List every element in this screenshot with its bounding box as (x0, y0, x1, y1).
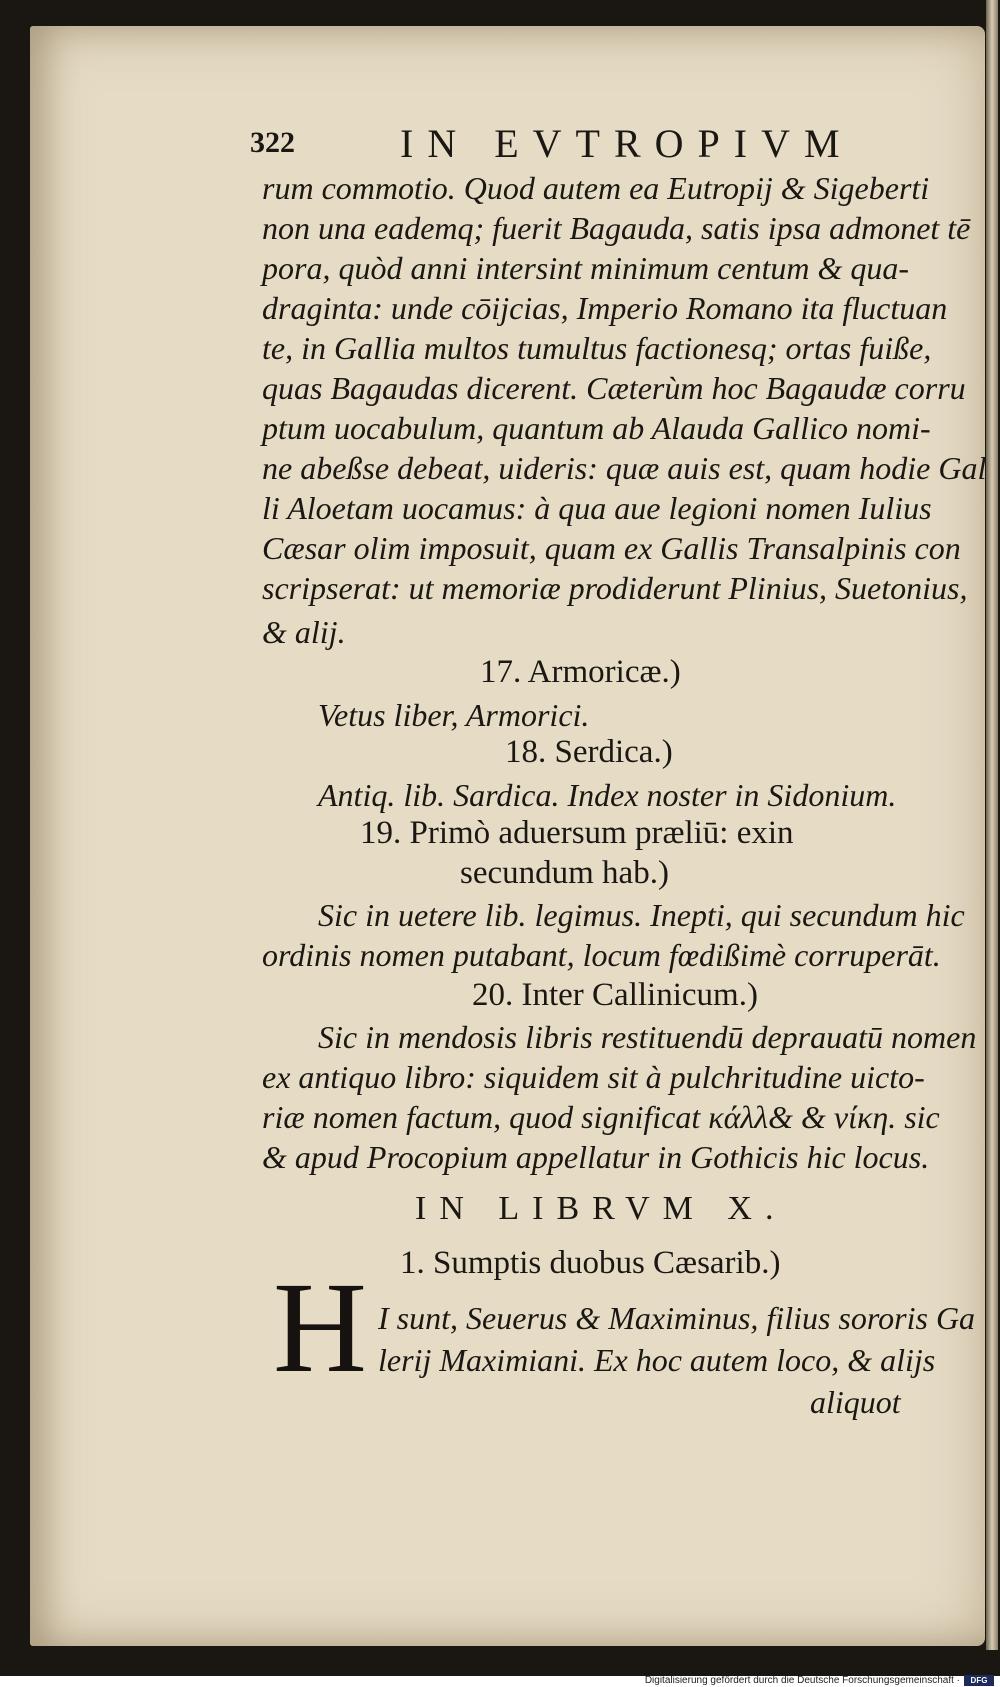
body-line: te, in Gallia multos tumultus factionesq; ortas fuiße, (262, 330, 932, 366)
body-line: non una eademq; fuerit Bagauda, satis ipsa admonet tē (262, 210, 971, 246)
section-line: lerij Maximiani. Ex hoc autem loco, & alijs (378, 1342, 936, 1378)
catchword: aliquot (810, 1384, 901, 1420)
note-text: & apud Procopium appellatur in Gothicis hic locus. (262, 1139, 930, 1175)
note-lemma: 17. Armoricæ.) (480, 654, 681, 690)
note-text: riæ nomen factum, quod significat κάλλ& & νίκη. sic (262, 1099, 940, 1135)
drop-cap: H (273, 1256, 367, 1400)
note-lemma: 20. Inter Callinicum.) (472, 977, 758, 1013)
body-line: scripserat: ut memoriæ prodiderunt Plinius, Suetonius, (262, 570, 968, 606)
note-lemma-cont: secundum hab.) (460, 855, 669, 891)
body-line: draginta: unde cōijcias, Imperio Romano ita fluctuan (262, 290, 948, 326)
note-text: Sic in mendosis libris restituendū deprauatū nomen (318, 1019, 977, 1055)
note-text: Vetus liber, Armorici. (318, 697, 590, 733)
note-text: Sic in uetere lib. legimus. Inepti, qui secundum hic (318, 897, 965, 933)
body-line: li Aloetam uocamus: à qua aue legioni nomen Iulius (262, 490, 932, 526)
body-line: & alij. (262, 614, 346, 650)
note-lemma: 18. Serdica.) (505, 734, 673, 770)
body-line: quas Bagaudas dicerent. Cæterùm hoc Bagaudæ corru (262, 370, 966, 406)
body-line: Cæsar olim imposuit, quam ex Gallis Transalpinis con (262, 530, 961, 566)
note-text: ex antiquo libro: siquidem sit à pulchritudine uicto- (262, 1059, 925, 1095)
section-lemma: 1. Sumptis duobus Cæsarib.) (400, 1245, 781, 1281)
note-text: ordinis nomen putabant, locum fœdißimè corruperāt. (262, 937, 941, 973)
body-line: pora, quòd anni intersint minimum centum & qua- (262, 250, 910, 286)
page-header (250, 120, 950, 166)
page-edge (986, 0, 998, 1650)
note-text: Antiq. lib. Sardica. Index noster in Sidonium. (318, 777, 897, 813)
section-line: I sunt, Seuerus & Maximinus, filius sororis Ga (378, 1300, 976, 1336)
body-line: ptum uocabulum, quantum ab Alauda Gallico nomi- (262, 410, 931, 446)
page-number: 322 (250, 126, 295, 159)
note-lemma: 19. Primò aduersum præliū: exin (360, 815, 794, 851)
footer-credit: Digitalisierung gefördert durch die Deutsche Forschungsgemeinschaft · (644, 1675, 960, 1686)
body-line: rum commotio. Quod autem ea Eutropij & Sigeberti (262, 170, 930, 206)
section-heading: IN LIBRVM X. (415, 1190, 787, 1227)
body-line: ne abeßse debeat, uideris: quæ auis est, quam hodie Gal (262, 450, 987, 486)
running-head: IN EVTROPIVM (400, 121, 854, 166)
dfg-logo: DFG (964, 1675, 994, 1686)
